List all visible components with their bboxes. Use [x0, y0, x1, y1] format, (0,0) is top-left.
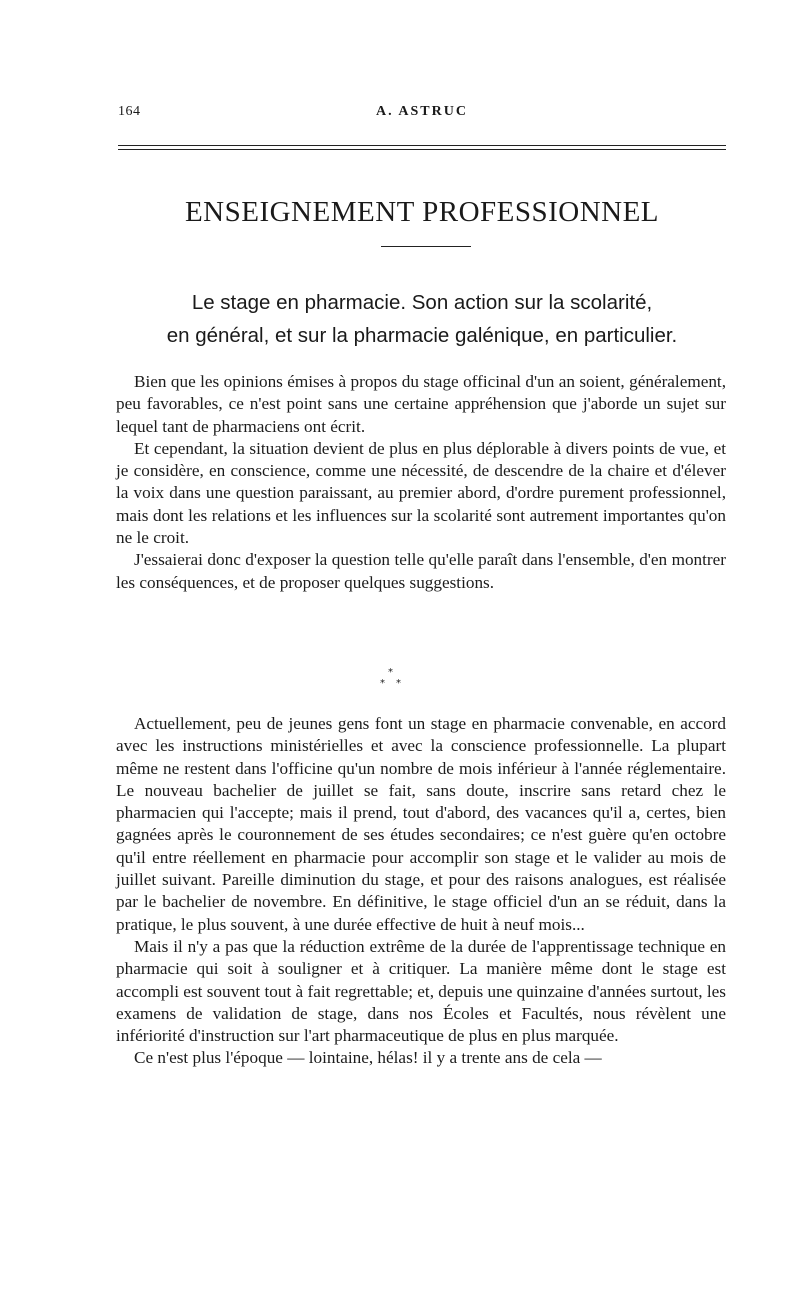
subtitle-line-2: en général, et sur la pharmacie galénique, en particulier.: [166, 324, 678, 347]
header-double-rule: [118, 145, 726, 150]
asterisk-top: *: [388, 667, 393, 678]
title-underline-rule: [381, 246, 471, 247]
section-asterism: [380, 668, 420, 698]
paragraph: Mais il n'y a pas que la réduction extrême de la durée de l'apprentissage technique en pharmacie qui soit à souligner et à critiquer. La manière même dont le stage est accompli est souvent tout à fait regrettable; et, depuis une quinzaine d'années surtout, les examens de validation de stage, dans nos Écoles et Facultés, nous révèlent une infériorité d'instruction sur l'art pharmaceutique de plus en plus marquée.: [116, 936, 726, 1046]
page-number: 164: [118, 104, 141, 119]
running-head: [118, 104, 726, 126]
paragraph: Et cependant, la situation devient de plus en plus déplorable à divers points de vue, et je considère, en conscience, comme une nécessité, de descendre de la chaire et d'élever la voix dans une question paraissant, au premier abord, d'ordre purement professionnel, mais dont les relations et les influences sur la scolarité sont autrement importantes qu'on ne le croit.: [116, 438, 726, 548]
asterisk-bottom-left: *: [380, 678, 385, 689]
body-text-block-2: [116, 713, 726, 1070]
author-name: A. ASTRUC: [376, 104, 468, 119]
paragraph: Bien que les opinions émises à propos du stage officinal d'un an soient, généralement, peu favorables, ce n'est point sans une certaine appréhension que j'aborde un sujet sur lequel tant de pharmaciens ont écrit.: [116, 372, 726, 436]
article-subtitle: [118, 286, 726, 352]
body-text-block-1: [116, 371, 726, 594]
paragraph: Ce n'est plus l'époque — lointaine, hélas! il y a trente ans de cela —: [134, 1048, 602, 1068]
article-title: ENSEIGNEMENT PROFESSIONNEL: [184, 196, 660, 228]
paragraph: Actuellement, peu de jeunes gens font un stage en pharmacie convenable, en accord avec les instructions ministérielles et avec la conscience professionnelle. La plupart même ne restent dans l'officine qu'un nombre de mois inférieur à l'année réglementaire. Le nouveau bachelier de juillet se fait, sans doute, inscrire sans retard chez le pharmacien qui l'accepte; mais il prend, tout d'abord, des vacances qu'il a, certes, bien gagnées après le couronnement de ses études secondaires; ce n'est guère qu'en octobre qu'il entre réellement en pharmacie pour accomplir son stage et le valider au mois de juillet suivant. Pareille diminution du stage, et pour des raisons analogues, est réalisée par le bachelier de novembre. En définitive, le stage officiel d'un an se réduit, dans la pratique, le plus souvent, à une durée effective de huit à neuf mois...: [116, 714, 726, 934]
asterisk-bottom-right: *: [396, 678, 401, 689]
paragraph: J'essaierai donc d'exposer la question telle qu'elle paraît dans l'ensemble, d'en montrer les conséquences, et de proposer quelques suggestions.: [116, 550, 726, 592]
subtitle-line-1: Le stage en pharmacie. Son action sur la scolarité,: [191, 291, 653, 314]
